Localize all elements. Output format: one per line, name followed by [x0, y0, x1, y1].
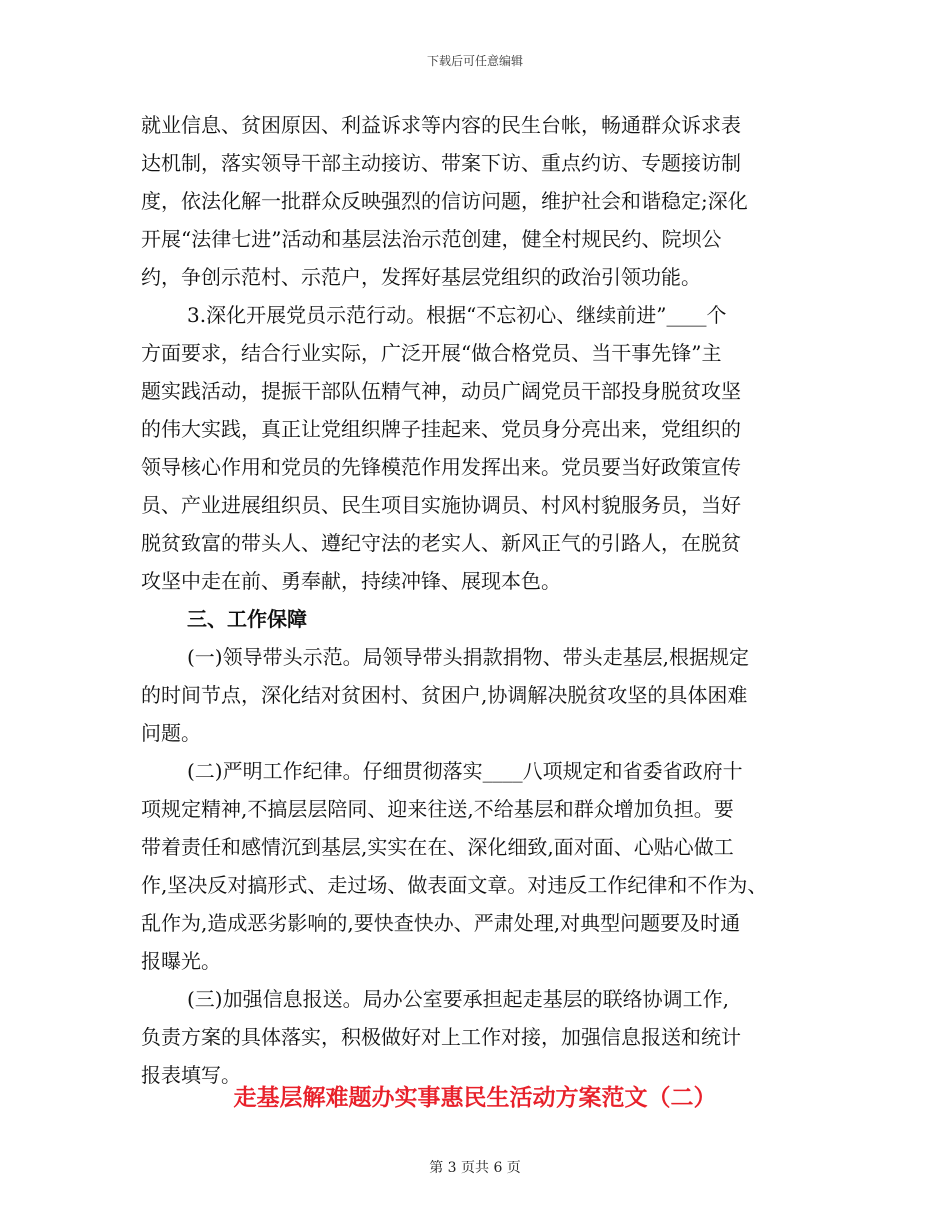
paragraph-line: 负责方案的具体落实，积极做好对上工作对接，加强信息报送和统计 — [141, 1025, 741, 1049]
paragraph-line: (二)严明工作纪律。仔细贯彻落实____八项规定和省委省政府十 — [187, 759, 743, 783]
paragraph-line: 题实践活动，提振干部队伍精气神，动员广阔党员干部投身脱贫攻坚 — [141, 379, 741, 403]
paragraph-line: 度，依法化解一批群众反映强烈的信访问题，维护社会和谐稳定;深化 — [141, 189, 748, 213]
paragraph-line: 作,坚决反对搞形式、走过场、做表面文章。对违反工作纪律和不作为、 — [141, 873, 768, 897]
paragraph-line: 领导核心作用和党员的先锋模范作用发挥出来。党员要当好政策宣传 — [141, 455, 741, 479]
paragraph-line: 员、产业进展组织员、民生项目实施协调员、村风村貌服务员，当好 — [141, 493, 741, 517]
paragraph-line: 问题。 — [141, 721, 201, 745]
paragraph-line: 方面要求，结合行业实际，广泛开展“做合格党员、当干事先锋”主 — [141, 341, 722, 365]
page-header: 下载后可任意编辑 — [426, 54, 523, 68]
paragraph-line: 乱作为,造成恶劣影响的,要快查快办、严肃处理,对典型问题要及时通 — [141, 911, 741, 935]
paragraph-line: 项规定精神,不搞层层陪同、迎来往送,不给基层和群众增加负担。要 — [141, 797, 734, 821]
paragraph-line: 开展“法律七进”活动和基层法治示范创建，健全村规民约、院坝公 — [141, 227, 722, 251]
paragraph-line: 3.深化开展党员示范行动。根据“不忘初心、继续前进”____个 — [187, 303, 727, 327]
paragraph-line: 报表填写。 — [141, 1063, 241, 1087]
paragraph-line: 达机制，落实领导干部主动接访、带案下访、重点约访、专题接访制 — [141, 151, 741, 175]
section-heading: 三、工作保障 — [187, 607, 307, 631]
paragraph-line: 的时间节点，深化结对贫困村、贫困户,协调解决脱贫攻坚的具体困难 — [141, 683, 748, 707]
document-body — [141, 106, 809, 1094]
page-footer: 第 3 页共 6 页 — [429, 1160, 521, 1176]
paragraph-line: 就业信息、贫困原因、利益诉求等内容的民生台帐，畅通群众诉求表 — [141, 113, 741, 137]
section-title: 走基层解难题办实事惠民生活动方案范文（二） — [233, 1084, 717, 1111]
paragraph-line: 攻坚中走在前、勇奉献，持续冲锋、展现本色。 — [141, 569, 561, 593]
paragraph-line: 带着责任和感情沉到基层,实实在在、深化细致,面对面、心贴心做工 — [141, 835, 734, 859]
paragraph-line: 的伟大实践，真正让党组织牌子挂起来、党员身分亮出来，党组织的 — [141, 417, 741, 441]
paragraph-line: 约，争创示范村、示范户，发挥好基层党组织的政治引领功能。 — [141, 265, 701, 289]
paragraph-line: 脱贫致富的带头人、遵纪守法的老实人、新风正气的引路人，在脱贫 — [141, 531, 741, 555]
paragraph-line: 报曝光。 — [141, 949, 221, 973]
paragraph-line: (一)领导带头示范。局领导带头捐款捐物、带头走基层,根据规定 — [187, 645, 749, 669]
paragraph-line: (三)加强信息报送。局办公室要承担起走基层的联络协调工作, — [187, 987, 729, 1011]
